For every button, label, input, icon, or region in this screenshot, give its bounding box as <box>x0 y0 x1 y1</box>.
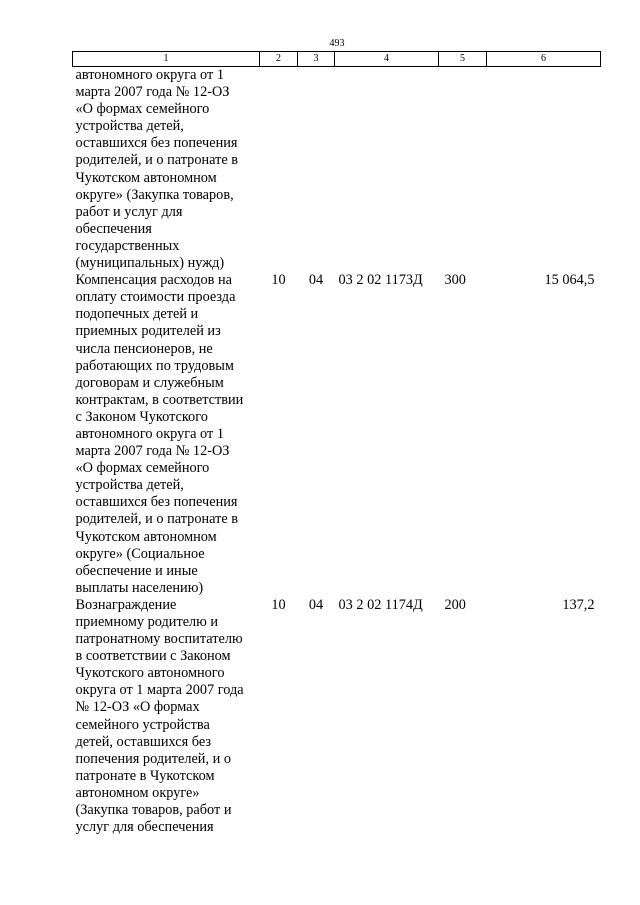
item-name-cell <box>73 67 260 273</box>
item-name-line: государственных <box>75 237 180 254</box>
item-name-line: Вознаграждение <box>75 596 177 613</box>
page-number: 493 <box>329 38 345 49</box>
item-name-line: патронатному воспитателю <box>75 631 243 648</box>
item-name-line: приемному родителю и <box>75 614 219 630</box>
item-name-line: Чукотского автономного <box>75 665 225 682</box>
item-name-line: обеспечение и иные <box>75 562 198 579</box>
item-name-line: в соответствии с Законом <box>75 648 231 665</box>
header-row <box>73 52 601 67</box>
item-name-line: услуг для обеспечения <box>75 819 214 836</box>
table-row <box>73 67 601 273</box>
item-name-line: округе» (Закупка товаров, <box>75 186 234 203</box>
item-name-line: автономного округа от 1 <box>75 425 224 442</box>
section-cell: 10 <box>271 272 286 289</box>
item-name-line: с Законом Чукотского <box>75 408 208 425</box>
item-name-line: обеспечения <box>75 220 152 237</box>
table-header <box>73 52 601 67</box>
item-name-cell <box>73 597 260 836</box>
item-name-line: устройства детей, <box>75 118 184 135</box>
item-name-line: марта 2007 года № 12-ОЗ <box>75 84 230 101</box>
amount-cell: 137,2 <box>562 596 595 613</box>
subsection-cell: 04 <box>308 596 324 613</box>
item-name-line: (муниципальных) нужд) <box>75 255 225 272</box>
table-row <box>73 272 601 597</box>
item-name-line: автономном округе» <box>75 784 200 801</box>
target-article-cell <box>335 67 439 273</box>
amount-cell <box>487 67 601 273</box>
item-name-line: контрактам, в соответствии <box>75 391 244 408</box>
item-name-line: оплату стоимости проезда <box>75 289 236 306</box>
item-name-line: детей, оставшихся без <box>75 733 212 750</box>
item-name-line: Чукотском автономном <box>75 169 217 186</box>
item-name-line: семейного устройства <box>75 716 210 733</box>
subsection-cell: 04 <box>308 272 324 289</box>
item-name-line: родителей, и о патронате в <box>75 152 239 169</box>
item-name-line: «О формах семейного <box>75 460 210 477</box>
header-cell-1: 1 <box>73 52 260 67</box>
item-name-line: работ и услуг для <box>75 203 183 220</box>
item-name-line: работающих по трудовым <box>75 357 234 374</box>
item-name-line: оставшихся без попечения <box>75 494 238 511</box>
item-name-line: автономного округа от 1 <box>75 67 224 83</box>
expense-type-cell: 300 <box>444 272 466 289</box>
amount-cell: 15 064,5 <box>544 272 595 289</box>
header-cell-3: 3 <box>298 52 335 67</box>
item-name-line: марта 2007 года № 12-ОЗ <box>75 443 230 460</box>
item-name-line: № 12-ОЗ «О формах <box>75 699 200 716</box>
header-cell-4: 4 <box>335 52 439 67</box>
expense-type-cell: 200 <box>444 596 466 613</box>
header-cell-2: 2 <box>260 52 298 67</box>
item-name-line: числа пенсионеров, не <box>75 340 213 357</box>
section-cell <box>260 67 298 273</box>
item-name-line: приемных родителей из <box>75 323 221 340</box>
target-article-cell: 03 2 02 1173Д <box>338 272 423 289</box>
item-name-line: выплаты населению) <box>75 579 204 596</box>
budget-table <box>72 51 601 836</box>
table-row <box>73 597 601 836</box>
item-name-line: попечения родителей, и о <box>75 750 231 767</box>
item-name-line: договорам и служебным <box>75 374 224 391</box>
item-name-line: патронате в Чукотском <box>75 767 215 784</box>
item-name-line: оставшихся без попечения <box>75 135 238 152</box>
item-name-line: «О формах семейного <box>75 101 210 118</box>
subsection-cell <box>298 67 335 273</box>
item-name-cell <box>73 272 260 597</box>
item-name-line: округа от 1 марта 2007 года <box>75 682 244 699</box>
item-name-line: (Закупка товаров, работ и <box>75 802 232 819</box>
item-name-line: устройства детей, <box>75 477 184 494</box>
item-name-line: подопечных детей и <box>75 306 199 323</box>
header-cell-5: 5 <box>439 52 487 67</box>
header-cell-6: 6 <box>487 52 601 67</box>
item-name-line: родителей, и о патронате в <box>75 511 239 528</box>
table-body <box>73 67 601 837</box>
target-article-cell: 03 2 02 1174Д <box>338 596 423 613</box>
item-name-line: округе» (Социальное <box>75 545 205 562</box>
section-cell: 10 <box>271 596 286 613</box>
item-name-line: Компенсация расходов на <box>75 272 232 289</box>
item-name-line: Чукотском автономном <box>75 528 217 545</box>
expense-type-cell <box>439 67 487 273</box>
